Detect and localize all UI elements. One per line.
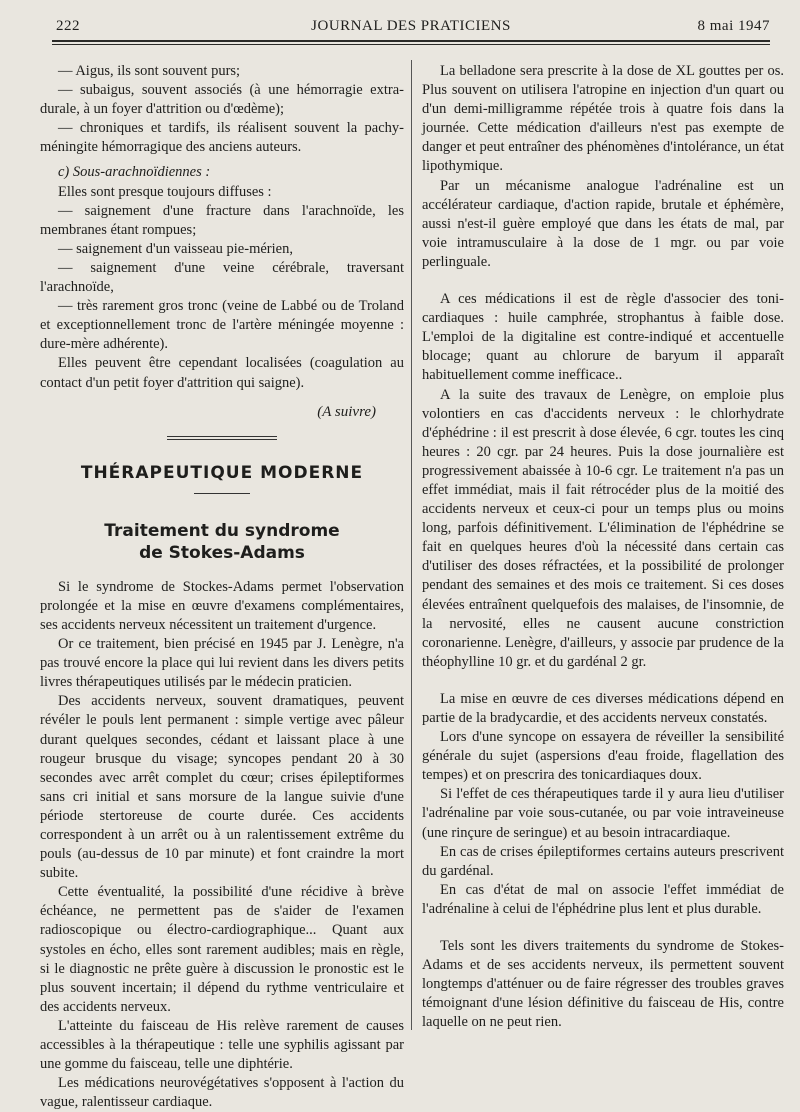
- article-title: [40, 520, 404, 564]
- journal-title: JOURNAL DES PRATICIENS: [311, 18, 511, 34]
- column-divider: [411, 60, 412, 1030]
- issue-date: 8 mai 1947: [697, 18, 770, 34]
- paragraph: Tels sont les divers traitements du syndrome de Stokes-Adams et de ses accidents nerveux, ils permettent souvent longtemps d'atténuer ou de faire régresser des troubles graves témoignant d'une lésion définitive du faisceau de His, contre laquelle on ne peut rien.: [422, 938, 784, 1031]
- paragraph: — chroniques et tardifs, ils réalisent souvent la pachy-méningite hémorragique des anciens auteurs.: [40, 120, 404, 156]
- paragraph: Elles peuvent être cependant localisées (coagulation au contact d'un petit foyer d'attrition qui saigne).: [40, 355, 404, 391]
- header-rule-thin: [52, 44, 770, 45]
- paragraph: Les médications neurovégétatives s'opposent à l'action du vague, ralentisseur cardiaque.: [40, 1075, 404, 1111]
- paragraph: — saignement d'une veine cérébrale, traversant l'arachnoïde,: [40, 259, 404, 296]
- section-rule: [194, 493, 250, 494]
- paragraph: Elles sont presque toujours diffuses :: [58, 183, 272, 200]
- left-column: [40, 62, 404, 1112]
- paragraph: A la suite des travaux de Lenègre, on emploie plus volontiers en cas d'accidents nerveux : le chlorhydrate d'éphédrine : il est prescrit à dose élevée, 6 cgr. toutes les cinq heures : 20 cgr. par 24 heures. Puis la dose journalière est progressivement abaissée à 10-6 cgr. Le traitement n'a pas un effet immédiat, mais il fait rétrocéder plus de la moitié des accidents nerveux et ceux-ci pour un temps plus ou moins long, parfois définitivement. L'élimination de l'éphédrine se fait en quelques heures d'où la nécessité dans certain cas d'utiliser des doses réfractées, et la possibilité de prolonger pendant des semaines et des mois ce traitement. Si ces doses élevées entraînent quelquefois des malaises, de l'insomnie, de la nervosité, elles ne causent aucune constriction coronarienne. Lenègre, d'ailleurs, y associe par prudence de la théophylline 10 gr. et du gardénal 2 gr.: [422, 386, 784, 670]
- paragraph: — Aigus, ils sont souvent purs;: [58, 63, 241, 79]
- subheading: c) Sous-arachnoïdiennes :: [58, 164, 211, 181]
- paragraph: — très rarement gros tronc (veine de Labbé ou de Troland et exceptionnellement tronc de l'artère méningée moyenne : dure-mère adhérente).: [40, 298, 404, 353]
- to-be-continued: (A suivre): [317, 403, 376, 420]
- paragraph: Cette éventualité, la possibilité d'une récidive à brève échéance, ne permettent pas de s'aider de l'examen radioscopique ou électro-cardiographique... Quant aux systoles en écho, elles sont rarement audibles; mais en règle, si le diagnostic ne prête guère à discussion le pronostic est le plus souvent incertain; il dépend du rythme ventriculaire et des accidents nerveux.: [40, 884, 404, 1015]
- section-ornament: [167, 436, 277, 440]
- paragraph: — subaigus, souvent associés (à une hémorragie extra-durale, à un foyer d'attrition ou d'œdème);: [40, 82, 404, 118]
- article-title-line: Traitement du syndrome: [104, 520, 340, 541]
- paragraph: En cas de crises épileptiformes certains auteurs prescrivent du gardénal.: [422, 843, 784, 879]
- article-title-line: de Stokes-Adams: [139, 542, 305, 563]
- paragraph: — saignement d'une fracture dans l'arachnoïde, les membranes étant rompues;: [40, 202, 404, 238]
- page-header: [52, 14, 770, 40]
- paragraph: Or ce traitement, bien précisé en 1945 par J. Lenègre, n'a pas trouvé encore la place qui lui revient dans les divers petits livres thérapeutiques utilisés par le médecin praticien.: [40, 636, 404, 691]
- paragraph: — saignement d'un vaisseau pie-mérien,: [58, 240, 293, 257]
- paragraph: La mise en œuvre de ces diverses médications dépend en partie de la bradycardie, et des accidents nerveux constatés.: [422, 690, 784, 726]
- paragraph: Si l'effet de ces thérapeutiques tarde il y aura lieu d'utiliser l'adrénaline par voie sous-cutanée, ou par voie intraveineuse (une rinçure de seringue) et au besoin intracardiaque.: [422, 786, 784, 841]
- paragraph: La belladone sera prescrite à la dose de XL gouttes per os. Plus souvent on utilisera l'atropine en injection d'un quart ou d'un demi-milligramme répétée trois à quatre fois dans la journée. Cette médication d'ailleurs n'est pas exempte de danger et peut entraîner des phénomènes d'intolérance, un état lipothymique.: [422, 63, 784, 175]
- paragraph: Lors d'une syncope on essayera de réveiller la sensibilité générale du sujet (aspersions d'eau froide, flagellation des tempes) et on prescrira des tonicardiaques doux.: [422, 729, 784, 784]
- paragraph: L'atteinte du faisceau de His relève rarement de causes accessibles à la thérapeutique : telle une syphilis agissant par une gomme du faisceau, telle une diphtérie.: [40, 1017, 404, 1073]
- paragraph: A ces médications il est de règle d'associer des toni-cardiaques : huile camphrée, strophantus à faible dose. L'emploi de la digitaline est contre-indiqué et accentuelle blocage; quant au chlorure de baryum il apparaît habituellement comme inefficace..: [422, 291, 784, 384]
- paragraph: Par un mécanisme analogue l'adrénaline est un accélérateur cardiaque, d'action rapide, brutale et éphémère, aussi n'est-il guère employé que dans les états de mal, par voie intramusculaire à la dose de 1 mgr. ou par voie perlinguale.: [422, 177, 784, 270]
- paragraph: Si le syndrome de Stockes-Adams permet l'observation prolongée et la mise en œuvre d'examens complémentaires, ses accidents nerveux nécessitent un traitement d'urgence.: [40, 578, 404, 633]
- paragraph: Des accidents nerveux, souvent dramatiques, peuvent révéler le pouls lent permanent : simple vertige avec pâleur durant quelques secondes, cédant et laissant place à une rougeur brusque du visage; syncopes pendant 20 à 30 secondes avec arrêt complet du cœur; crises épileptiformes sans cri initial et sans morsure de la langue suivie d'une période stertoreuse de courte durée. Ces accidents correspondent à un arrêt ou à un ralentissement extrême du pouls (au-dessus de 10 par minute) et font craindre la mort subite.: [40, 693, 404, 882]
- header-rule: [52, 40, 770, 42]
- section-title: THÉRAPEUTIQUE MODERNE: [80, 462, 364, 483]
- page-number: 222: [56, 18, 80, 34]
- paragraph: En cas d'état de mal on associe l'effet immédiat de l'adrénaline à celui de l'éphédrine plus lent et plus durable.: [422, 881, 784, 917]
- right-column: [422, 62, 784, 1033]
